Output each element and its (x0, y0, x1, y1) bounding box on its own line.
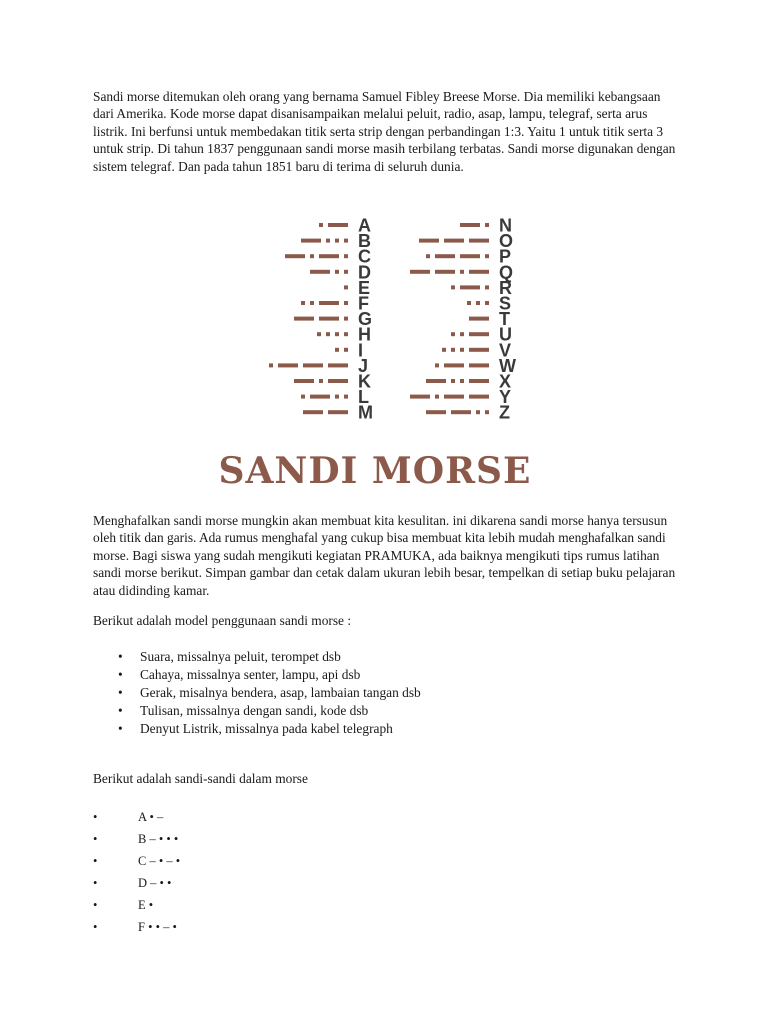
morse-dot-right-12 (485, 410, 489, 414)
morse-dot-right-5 (485, 301, 489, 305)
morse-dot-left-3 (335, 270, 339, 274)
morse-dash-right-11 (469, 395, 489, 399)
bullet-icon: • (93, 854, 98, 868)
morse-dash-right-9 (469, 363, 489, 367)
morse-dot-left-5 (310, 301, 314, 305)
morse-dot-left-7 (335, 332, 339, 336)
morse-dash-left-10 (294, 379, 314, 383)
morse-dot-right-4 (485, 285, 489, 289)
morse-dash-left-12 (328, 410, 348, 414)
morse-dot-left-2 (310, 254, 314, 258)
morse-letter-right-9: W (499, 355, 516, 376)
morse-dash-right-8 (469, 348, 489, 352)
morse-letter-right-7: U (499, 324, 512, 345)
morse-dash-left-2 (319, 254, 339, 258)
bullet-icon: • (118, 721, 123, 736)
list-item: • Tulisan, missalnya dengan sandi, kode dsb (118, 703, 369, 718)
morse-letter-right-2: P (499, 246, 512, 267)
morse-dash-right-2 (460, 254, 480, 258)
morse-code-entry: B – • • • (138, 832, 179, 846)
list-item: • Gerak, misalnya bendera, asap, lambaian tangan dsb (118, 685, 421, 700)
morse-dash-left-6 (319, 317, 339, 321)
morse-letter-right-3: Q (499, 262, 514, 283)
morse-letter-left-12: M (358, 402, 373, 423)
morse-dot-left-1 (344, 239, 348, 243)
morse-dot-right-5 (476, 301, 480, 305)
morse-dot-left-5 (301, 301, 305, 305)
morse-letter-left-4: E (358, 277, 371, 298)
morse-dash-right-10 (426, 379, 446, 383)
morse-dot-left-7 (326, 332, 330, 336)
morse-dot-left-1 (335, 239, 339, 243)
morse-dash-right-6 (469, 317, 489, 321)
bullet-icon: • (118, 667, 123, 682)
morse-dash-right-0 (460, 223, 480, 227)
morse-letter-right-12: Z (499, 402, 510, 423)
list-item: • Suara, missalnya peluit, terompet dsb (118, 649, 341, 664)
codes-intro: Berikut adalah sandi-sandi dalam morse (93, 771, 308, 786)
morse-dash-left-9 (328, 363, 348, 367)
morse-code-entry: E • (138, 898, 154, 912)
morse-chart-graphic (200, 205, 568, 495)
morse-dash-left-2 (285, 254, 305, 258)
morse-code-entry: F • • – • (138, 920, 177, 934)
bullet-icon: • (118, 685, 123, 700)
morse-dash-left-12 (303, 410, 323, 414)
morse-dash-right-1 (419, 239, 439, 243)
morse-dot-right-7 (451, 332, 455, 336)
morse-dash-left-10 (328, 379, 348, 383)
morse-dash-right-12 (451, 410, 471, 414)
morse-dot-right-8 (451, 348, 455, 352)
morse-dash-right-4 (460, 285, 480, 289)
bullet-icon: • (93, 832, 98, 846)
morse-dot-right-10 (460, 379, 464, 383)
morse-dot-right-2 (485, 254, 489, 258)
morse-dash-right-2 (435, 254, 455, 258)
intro-paragraph: Sandi morse ditemukan oleh orang yang bernama Samuel Fibley Breese Morse. Dia memiliki kebangsaan dari Amerika. Kode morse dapat disanisampaikan melalui peluit, radio, asap, lampu, telegraf, serta arus listrik. Ini berfunsi untuk membedakan titik serta strip dengan perbandingan 1:3. Yaitu 1 untuk titik serta 3 untuk strip. Di tahun 1837 penggunaan sandi morse masih terbilang terbatas. Sandi morse digunakan dengan sistem telegraf. Dan pada tahun 1851 baru di terima di seluruh dunia. (93, 89, 676, 174)
morse-dash-right-3 (435, 270, 455, 274)
morse-letter-right-0: N (499, 215, 512, 236)
morse-code-entry: C – • – • (138, 854, 181, 868)
morse-letter-left-11: L (358, 387, 369, 408)
morse-dash-right-1 (444, 239, 464, 243)
morse-dash-left-5 (319, 301, 339, 305)
morse-code-entry: D – • • (138, 876, 172, 890)
morse-dot-right-10 (451, 379, 455, 383)
morse-dash-left-9 (303, 363, 323, 367)
morse-dot-left-11 (344, 395, 348, 399)
morse-dot-right-4 (451, 285, 455, 289)
morse-dot-right-5 (467, 301, 471, 305)
morse-dash-right-11 (444, 395, 464, 399)
morse-chart-figure (200, 205, 568, 495)
morse-dot-right-2 (426, 254, 430, 258)
morse-letter-left-7: H (358, 324, 371, 345)
morse-dash-right-3 (410, 270, 430, 274)
morse-dash-right-7 (469, 332, 489, 336)
morse-dot-right-3 (460, 270, 464, 274)
morse-dash-right-12 (426, 410, 446, 414)
morse-dot-right-8 (460, 348, 464, 352)
morse-letter-right-1: O (499, 231, 514, 252)
morse-letter-left-8: I (358, 340, 364, 361)
bullet-icon: • (93, 876, 98, 890)
morse-letter-left-3: D (358, 262, 371, 283)
morse-dot-left-8 (344, 348, 348, 352)
morse-dot-left-1 (326, 239, 330, 243)
morse-letter-right-8: V (499, 340, 512, 361)
morse-dash-right-3 (469, 270, 489, 274)
morse-dot-right-7 (460, 332, 464, 336)
morse-letter-right-5: S (499, 293, 512, 314)
bullet-icon: • (93, 920, 98, 934)
morse-dash-left-6 (294, 317, 314, 321)
morse-letter-left-10: K (358, 371, 371, 392)
figure-title: SANDI MORSE (218, 450, 532, 492)
morse-dot-left-6 (344, 317, 348, 321)
usage-list (118, 648, 421, 738)
morse-letter-left-0: A (358, 215, 371, 236)
morse-letter-left-1: B (358, 231, 371, 252)
morse-dot-right-0 (485, 223, 489, 227)
morse-dash-left-0 (328, 223, 348, 227)
morse-dot-left-11 (335, 395, 339, 399)
bullet-icon: • (93, 810, 98, 824)
morse-dot-right-9 (435, 363, 439, 367)
morse-dot-left-8 (335, 348, 339, 352)
memorize-paragraph: Menghafalkan sandi morse mungkin akan membuat kita kesulitan. ini dikarena sandi morse hanya tersusun oleh titik dan garis. Ada rumus menghafal yang cukup bisa membuat kita lebih mudah menghafalkan sandi morse. Bagi siswa yang sudah mengikuti kegiatan PRAMUKA, ada baiknya mengikuti tips rumus latihan sandi morse berikut. Simpan gambar dan cetak dalam ukuran lebih besar, tempelkan di setiap buku pelajaran atau didinding kamar. (93, 513, 676, 598)
morse-dash-left-9 (278, 363, 298, 367)
usage-intro: Berikut adalah model penggunaan sandi morse : (93, 613, 352, 628)
morse-dash-left-1 (301, 239, 321, 243)
morse-dot-right-11 (435, 395, 439, 399)
morse-letter-right-6: T (499, 309, 510, 330)
bullet-icon: • (118, 703, 123, 718)
bullet-icon: • (93, 898, 98, 912)
morse-letter-left-5: F (358, 293, 369, 314)
morse-dash-right-11 (410, 395, 430, 399)
morse-dot-left-2 (344, 254, 348, 258)
morse-dash-right-1 (469, 239, 489, 243)
list-item: • Denyut Listrik, missalnya pada kabel telegraph (118, 721, 393, 736)
morse-letter-left-2: C (358, 246, 371, 267)
morse-dot-left-5 (344, 301, 348, 305)
morse-dash-right-10 (469, 379, 489, 383)
morse-dash-right-9 (444, 363, 464, 367)
morse-dot-left-9 (269, 363, 273, 367)
morse-letter-right-4: R (499, 277, 512, 298)
list-item: • Cahaya, missalnya senter, lampu, api dsb (118, 667, 361, 682)
morse-dash-left-11 (310, 395, 330, 399)
morse-letter-right-10: X (499, 371, 512, 392)
morse-dot-left-0 (319, 223, 323, 227)
morse-letter-left-6: G (358, 309, 373, 330)
morse-dot-left-11 (301, 395, 305, 399)
morse-letter-left-9: J (358, 355, 369, 376)
morse-dot-left-3 (344, 270, 348, 274)
morse-dot-left-4 (344, 285, 348, 289)
bullet-icon: • (118, 649, 123, 664)
morse-dot-left-7 (344, 332, 348, 336)
morse-dot-right-8 (442, 348, 446, 352)
morse-code-entry: A • – (138, 810, 164, 824)
morse-letter-right-11: Y (499, 387, 512, 408)
morse-dash-left-3 (310, 270, 330, 274)
morse-dot-left-10 (319, 379, 323, 383)
morse-dot-left-7 (317, 332, 321, 336)
morse-dot-right-12 (476, 410, 480, 414)
